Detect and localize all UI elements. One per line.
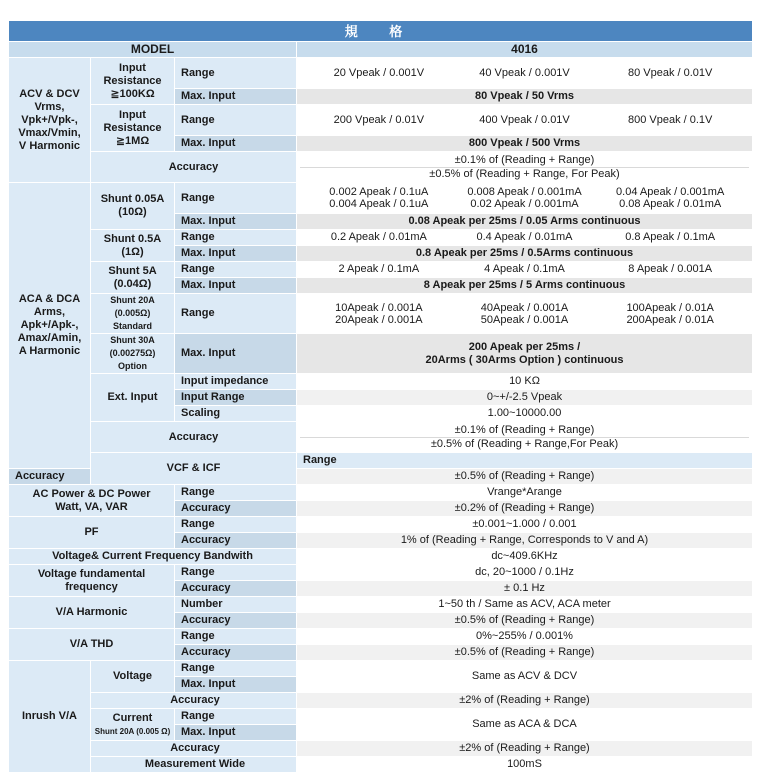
range-value: 0.04 Apeak / 0.001mA <box>616 186 725 198</box>
acv-sub1-text: Input Resistance ≧100KΩ <box>103 61 162 100</box>
scaling-label: Scaling <box>175 406 297 422</box>
inrush-current-label <box>91 709 175 741</box>
shunt05-label <box>91 230 175 262</box>
scaling-value: 1.00~10000.00 <box>297 406 753 422</box>
inrush-voltage-value: Same as ACV & DCV <box>297 661 753 693</box>
inrush-label: Inrush V/A <box>9 661 91 773</box>
shunt20-label <box>91 294 175 334</box>
vah-label: V/A Harmonic <box>9 597 175 629</box>
acv-accuracy-label: Accuracy <box>91 152 297 183</box>
range-cell <box>452 302 598 326</box>
shunt30-max <box>297 334 753 374</box>
range-value: 40 Vpeak / 0.001V <box>479 66 570 79</box>
range-value: 200Apeak / 0.01A <box>626 313 714 326</box>
acv-group-label <box>9 58 91 183</box>
vah-number-label: Number <box>175 597 297 613</box>
range-value: 0.8 Apeak / 0.1mA <box>625 231 716 243</box>
thd-accuracy: ±0.5% of (Reading + Range) <box>297 645 753 661</box>
shunt005-text: Shunt 0.05A (10Ω) <box>100 193 165 218</box>
thd-range-label: Range <box>175 629 297 645</box>
range-value: 200 Vpeak / 0.01V <box>333 113 425 126</box>
bandwidth-value: dc~409.6KHz <box>297 549 753 565</box>
thd-label: V/A THD <box>9 629 175 661</box>
range-cell <box>597 302 743 326</box>
range-value: 0.08 Apeak / 0.01mA <box>619 198 722 210</box>
inrush-v-range-label: Range <box>175 661 297 677</box>
vcf-range-label: Range <box>297 453 753 469</box>
pf-label: PF <box>9 517 175 549</box>
range-value: 0.02 Apeak / 0.001mA <box>470 198 579 210</box>
acv-sub1-max-label: Max. Input <box>175 89 297 105</box>
aca-group-text: ACA & DCA Arms, Apk+/Apk-, Amax/Amin, A Harmonic <box>17 293 82 357</box>
pf-range: ±0.001~1.000 / 0.001 <box>297 517 753 533</box>
range-cell <box>306 302 452 326</box>
vfund-accuracy-label: Accuracy <box>175 581 297 597</box>
range-value: 20 Vpeak / 0.001V <box>333 66 425 79</box>
inrush-v-accuracy-label: Accuracy <box>91 693 297 709</box>
acv-sub1-range-label: Range <box>175 58 297 89</box>
range-value: 0.2 Apeak / 0.01mA <box>330 231 427 243</box>
shunt05-max-label: Max. Input <box>175 246 297 262</box>
input-range-value: 0~+/-2.5 Vpeak <box>297 390 753 406</box>
inrush-current-accuracy: ±2% of (Reading + Range) <box>297 741 753 757</box>
power-range: Vrange*Arange <box>297 485 753 501</box>
vfund-range-label: Range <box>175 565 297 581</box>
range-cell <box>597 186 743 210</box>
vcf-accuracy-label: Accuracy <box>9 469 91 485</box>
vfund-range: dc, 20~1000 / 0.1Hz <box>297 565 753 581</box>
shunt30-label <box>91 334 175 374</box>
vah-accuracy-label: Accuracy <box>175 613 297 629</box>
acv-sub2-max: 800 Vpeak / 500 Vrms <box>297 136 753 152</box>
power-accuracy: ±0.2% of (Reading + Range) <box>297 501 753 517</box>
pf-accuracy: 1% of (Reading + Range, Corresponds to V and A) <box>297 533 753 549</box>
accuracy-line: ±0.1% of (Reading + Range) <box>454 423 595 436</box>
range-value: 80 Vpeak / 0.01V <box>627 66 713 79</box>
range-value: 40Apeak / 0.001A <box>480 301 569 314</box>
impedance-label: Input impedance <box>175 374 297 390</box>
acv-accuracy <box>297 152 753 183</box>
vfund-text: Voltage fundamental frequency <box>37 567 146 593</box>
shunt005-range-label: Range <box>175 183 297 214</box>
range-value: 0.004 Apeak / 0.1uA <box>329 198 429 210</box>
inrush-a-max-label: Max. Input <box>175 725 297 741</box>
inrush-v-max-label: Max. Input <box>175 677 297 693</box>
acv-sub2-max-label: Max. Input <box>175 136 297 152</box>
range-value: 0.4 Apeak / 0.01mA <box>476 231 573 243</box>
aca-accuracy <box>297 422 753 453</box>
thd-accuracy-label: Accuracy <box>175 645 297 661</box>
shunt30-max-label: Max. Input <box>175 334 297 374</box>
vah-accuracy: ±0.5% of (Reading + Range) <box>297 613 753 629</box>
accuracy-line: ±0.5% of (Reading + Range, For Peak) <box>300 167 749 181</box>
model-label: MODEL <box>9 42 297 58</box>
thd-range: 0%~255% / 0.001% <box>297 629 753 645</box>
shunt5-max-label: Max. Input <box>175 278 297 294</box>
power-text: AC Power & DC Power Watt, VA, VAR <box>32 487 151 513</box>
bandwidth-label: Voltage& Current Frequency Bandwith <box>9 549 297 565</box>
inrush-voltage-label: Voltage <box>91 661 175 693</box>
vfund-accuracy: ± 0.1 Hz <box>297 581 753 597</box>
power-accuracy-label: Accuracy <box>175 501 297 517</box>
inrush-a-accuracy-label: Accuracy <box>91 741 297 757</box>
shunt005-label <box>91 183 175 230</box>
inrush-current-text: Current <box>112 711 153 724</box>
shunt20-range-label: Range <box>175 294 297 334</box>
shunt005-range <box>297 183 753 214</box>
vcf-label: VCF & ICF <box>91 453 297 485</box>
range-value: 10Apeak / 0.001A <box>335 301 423 314</box>
shunt005-max-label: Max. Input <box>175 214 297 230</box>
shunt05-text: Shunt 0.5A (1Ω) <box>103 232 162 258</box>
vah-number: 1~50 th / Same as ACV, ACA meter <box>297 597 753 613</box>
range-value: 0.008 Apeak / 0.001mA <box>467 186 582 198</box>
range-value: 800 Vpeak / 0.1V <box>627 113 713 126</box>
shunt5-label <box>91 262 175 294</box>
power-range-label: Range <box>175 485 297 501</box>
model-row <box>9 42 753 58</box>
measurement-wide-value: 100mS <box>297 757 753 773</box>
pf-range-label: Range <box>175 517 297 533</box>
shunt20-text: Shunt 20A (0.005Ω) Standard <box>110 295 155 331</box>
shunt5-range <box>297 262 753 278</box>
acv-sub1-max: 80 Vpeak / 50 Vrms <box>297 89 753 105</box>
ext-input-label: Ext. Input <box>91 374 175 422</box>
inrush-a-range-label: Range <box>175 709 297 725</box>
pf-accuracy-label: Accuracy <box>175 533 297 549</box>
shunt5-range-label: Range <box>175 262 297 278</box>
inrush-voltage-accuracy: ±2% of (Reading + Range) <box>297 693 753 709</box>
input-range-label: Input Range <box>175 390 297 406</box>
aca-group-label <box>9 183 91 469</box>
range-value: 8 Apeak / 0.001A <box>628 263 713 275</box>
shunt005-max: 0.08 Apeak per 25ms / 0.05 Arms continuous <box>297 214 753 230</box>
spec-table <box>8 20 753 773</box>
shunt5-text: Shunt 5A (0.04Ω) <box>108 264 157 290</box>
range-value: 100Apeak / 0.01A <box>626 301 714 314</box>
acv-sub2-label <box>91 105 175 152</box>
acv-sub2-range-label: Range <box>175 105 297 136</box>
measurement-wide-label: Measurement Wide <box>91 757 297 773</box>
aca-accuracy-label: Accuracy <box>91 422 297 453</box>
range-value: 400 Vpeak / 0.01V <box>479 113 570 126</box>
model-value: 4016 <box>297 42 753 58</box>
range-cell <box>452 186 598 210</box>
range-cell <box>306 186 452 210</box>
acv-sub2-text: Input Resistance ≧1MΩ <box>103 108 162 147</box>
inrush-current-note: Shunt 20A (0.005 Ω) <box>94 726 171 736</box>
shunt05-max: 0.8 Apeak per 25ms / 0.5Arms continuous <box>297 246 753 262</box>
shunt30-text: Shunt 30A (0.00275Ω) Option <box>109 335 156 371</box>
shunt20-range <box>297 294 753 334</box>
shunt5-max: 8 Apeak per 25ms / 5 Arms continuous <box>297 278 753 294</box>
range-value: 2 Apeak / 0.1mA <box>338 263 420 275</box>
range-value: 0.002 Apeak / 0.1uA <box>329 186 429 198</box>
shunt05-range <box>297 230 753 246</box>
range-value: 20Apeak / 0.001A <box>335 313 423 326</box>
title-row <box>9 21 753 42</box>
acv-group-text: ACV & DCV Vrms, Vpk+/Vpk-, Vmax/Vmin, V Harmonic <box>18 87 81 152</box>
acv-sub1-label <box>91 58 175 105</box>
shunt30-max-text: 200 Apeak per 25ms / 20Arms ( 30Arms Option ) continuous <box>425 340 624 366</box>
range-value: 4 Apeak / 0.1mA <box>484 263 565 275</box>
accuracy-line: ±0.5% of (Reading + Range,For Peak) <box>300 437 749 451</box>
inrush-current-value: Same as ACA & DCA <box>297 709 753 741</box>
impedance-value: 10 KΩ <box>297 374 753 390</box>
power-label <box>9 485 175 517</box>
acv-sub2-range <box>297 105 753 136</box>
vfund-label <box>9 565 175 597</box>
vcf-accuracy: ±0.5% of (Reading + Range) <box>297 469 753 485</box>
acv-sub1-range <box>297 58 753 89</box>
page-title: 規 格 <box>9 21 753 42</box>
shunt05-range-label: Range <box>175 230 297 246</box>
range-value: 50Apeak / 0.001A <box>480 313 569 326</box>
accuracy-line: ±0.1% of (Reading + Range) <box>454 153 595 166</box>
